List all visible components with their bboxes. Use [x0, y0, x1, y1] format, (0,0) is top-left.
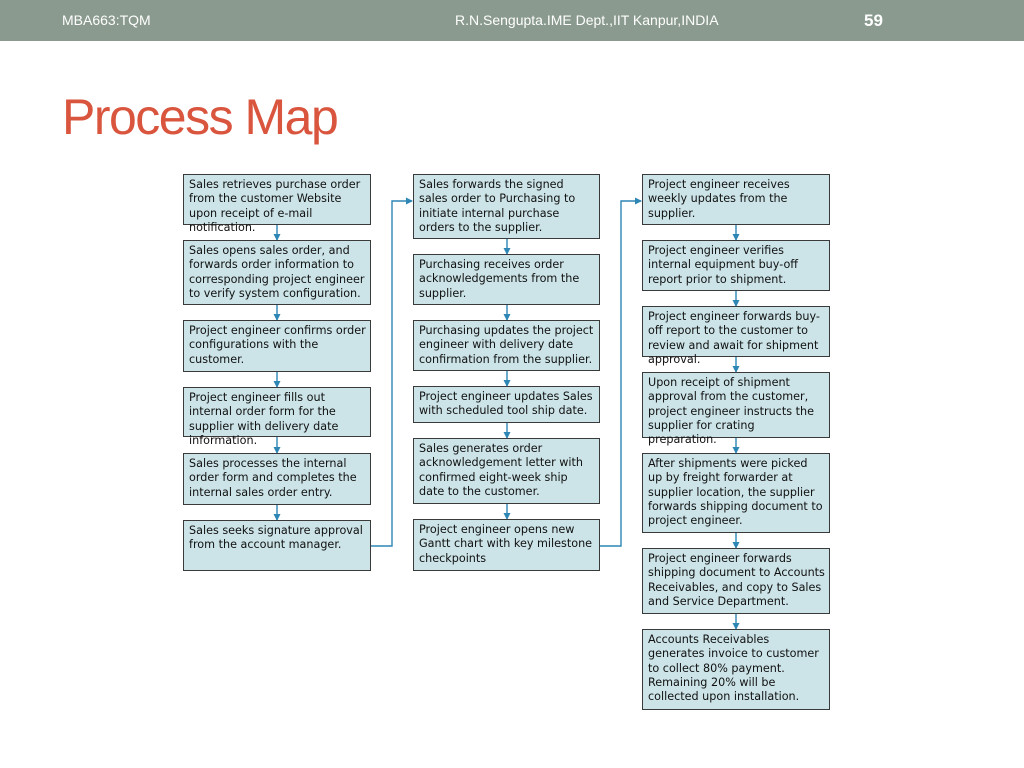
- process-step: Project engineer forwards shipping document to Accounts Receivables, and copy to Sales and Service Department.: [642, 548, 830, 614]
- process-step: Project engineer opens new Gantt chart with key milestone checkpoints: [413, 519, 600, 571]
- process-step: Sales forwards the signed sales order to Purchasing to initiate internal purchase orders to the supplier.: [413, 174, 600, 239]
- process-step: Project engineer verifies internal equipment buy-off report prior to shipment.: [642, 240, 830, 291]
- process-step: Sales opens sales order, and forwards order information to corresponding project engineer to verify system configuration.: [183, 240, 371, 305]
- course-code: MBA663:TQM: [62, 12, 151, 28]
- process-step: Sales retrieves purchase order from the customer Website upon receipt of e-mail notification.: [183, 174, 371, 225]
- process-step: Sales processes the internal order form and completes the internal sales order entry.: [183, 453, 371, 505]
- process-step: Sales generates order acknowledgement letter with confirmed eight-week ship date to the customer.: [413, 438, 600, 504]
- process-step: Purchasing receives order acknowledgements from the supplier.: [413, 254, 600, 305]
- page-number: 59: [864, 11, 883, 30]
- slide-title: Process Map: [62, 89, 338, 145]
- author-affiliation: R.N.Sengupta.IME Dept.,IIT Kanpur,INDIA: [455, 12, 719, 28]
- process-step: Upon receipt of shipment approval from the customer, project engineer instructs the supplier for crating preparation.: [642, 372, 830, 438]
- process-step: Purchasing updates the project engineer with delivery date confirmation from the supplier.: [413, 320, 600, 371]
- process-step: Project engineer fills out internal order form for the supplier with delivery date information.: [183, 387, 371, 437]
- process-step: After shipments were picked up by freight forwarder at supplier location, the supplier forwards shipping document to project engineer.: [642, 453, 830, 533]
- process-step: Project engineer forwards buy-off report to the customer to review and await for shipment approval.: [642, 306, 830, 357]
- process-step: Accounts Receivables generates invoice to customer to collect 80% payment. Remaining 20% will be collected upon installation.: [642, 629, 830, 710]
- connector-col2-to-col3: [600, 201, 641, 546]
- process-step: Project engineer confirms order configurations with the customer.: [183, 320, 371, 372]
- process-step: Project engineer receives weekly updates from the supplier.: [642, 174, 830, 225]
- process-step: Sales seeks signature approval from the account manager.: [183, 520, 371, 571]
- connector-col1-to-col2: [371, 201, 412, 546]
- process-step: Project engineer updates Sales with scheduled tool ship date.: [413, 386, 600, 423]
